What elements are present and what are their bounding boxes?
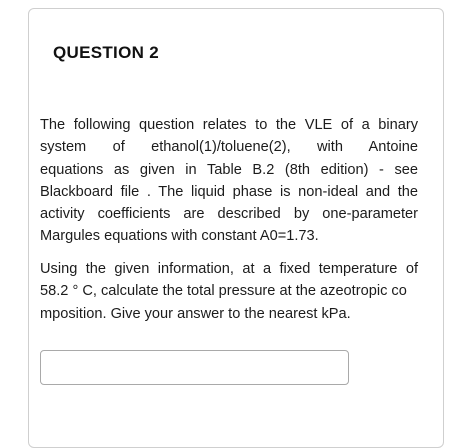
answer-input[interactable] [40,350,349,385]
paragraph-line: Using the given information, at a fixed temperature of [40,261,418,277]
paragraph-line: 58.2 ° C, calculate the total pressure at the azeotropic co [40,283,407,300]
paragraph-line: Blackboard file . The liquid phase is non-ideal and the [40,183,418,200]
paragraph-line: activity coefficients are described by one-parameter [40,206,418,223]
paragraph-line: The following question relates to the VLE of a binary [40,117,418,133]
question-paragraph-context [40,114,418,248]
paragraph-line: equations as given in Table B.2 (8th edition) - see [40,161,418,178]
paragraph-line: Margules equations with constant A0=1.73. [40,228,319,245]
question-paragraph-task [40,258,418,325]
paragraph-line: mposition. Give your answer to the nearest kPa. [40,305,351,322]
paragraph-line: system of ethanol(1)/toluene(2), with Antoine [40,139,418,156]
question-title: QUESTION 2 [53,43,159,62]
